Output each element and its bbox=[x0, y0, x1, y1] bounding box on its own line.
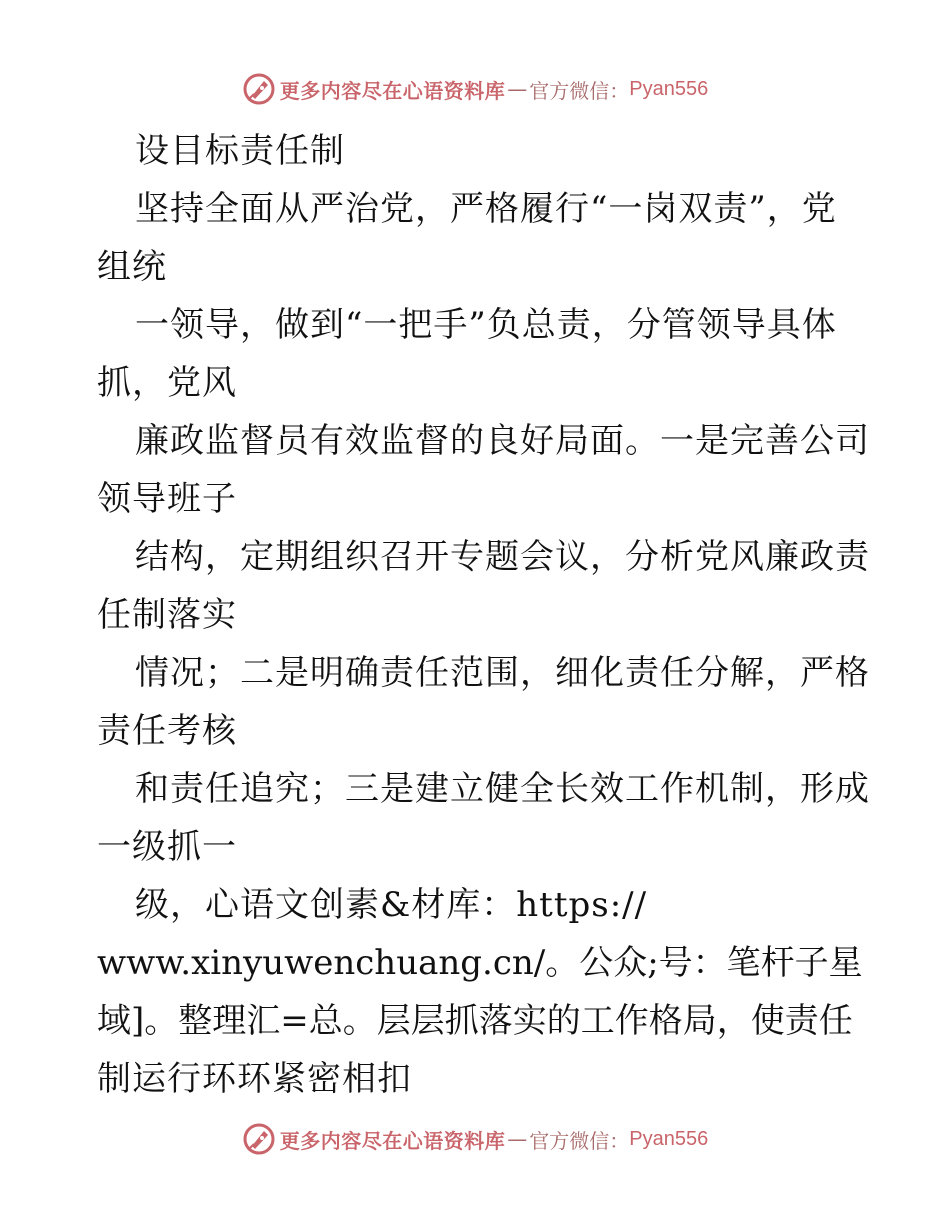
text-line: 一级抓一 bbox=[97, 827, 237, 867]
text-line: 制运行环环紧密相扣 bbox=[97, 1059, 412, 1099]
text-line: 组统 bbox=[97, 247, 167, 287]
pen-nib-logo-icon bbox=[242, 1122, 276, 1156]
banner-wechat-label: 官方微信： bbox=[529, 78, 630, 103]
banner-wechat-id: Pyan556 bbox=[629, 1127, 709, 1150]
banner-title: 更多内容尽在心语资料库 bbox=[279, 78, 506, 103]
footer-banner bbox=[0, 1122, 950, 1156]
text-line: 责任考核 bbox=[97, 711, 237, 751]
text-line: 任制落实 bbox=[97, 595, 237, 635]
banner-dash: — bbox=[507, 77, 528, 101]
banner-dash: — bbox=[507, 1127, 528, 1151]
text-line: 坚持全面从严治党，严格履行“一岗双责”，党 bbox=[135, 189, 837, 229]
text-line: 设目标责任制 bbox=[135, 131, 345, 171]
text-line: 一领导，做到“一把手”负总责，分管领导具体 bbox=[135, 305, 837, 345]
text-line: 廉政监督员有效监督的良好局面。一是完善公司 bbox=[135, 421, 870, 461]
banner-wechat-id: Pyan556 bbox=[629, 77, 709, 100]
text-line: 领导班子 bbox=[97, 479, 237, 519]
banner-wechat-label: 官方微信： bbox=[529, 1128, 630, 1153]
text-line: 结构，定期组织召开专题会议，分析党风廉政责 bbox=[135, 537, 870, 577]
pen-nib-logo-icon bbox=[242, 72, 276, 106]
text-line: www.xinyuwenchuang.cn/。公众;号：笔杆子星 bbox=[97, 943, 863, 983]
document-body bbox=[97, 122, 870, 1108]
text-line: 域]。整理汇=总。层层抓落实的工作格局，使责任 bbox=[97, 1001, 853, 1041]
text-line: 和责任追究；三是建立健全长效工作机制，形成 bbox=[135, 769, 870, 809]
header-banner bbox=[0, 72, 950, 106]
text-line: 抓，党风 bbox=[97, 363, 237, 403]
banner-title: 更多内容尽在心语资料库 bbox=[279, 1128, 506, 1153]
text-line: 级，心语文创素&材库：https:// bbox=[135, 885, 648, 925]
text-line: 情况；二是明确责任范围，细化责任分解，严格 bbox=[135, 653, 870, 693]
